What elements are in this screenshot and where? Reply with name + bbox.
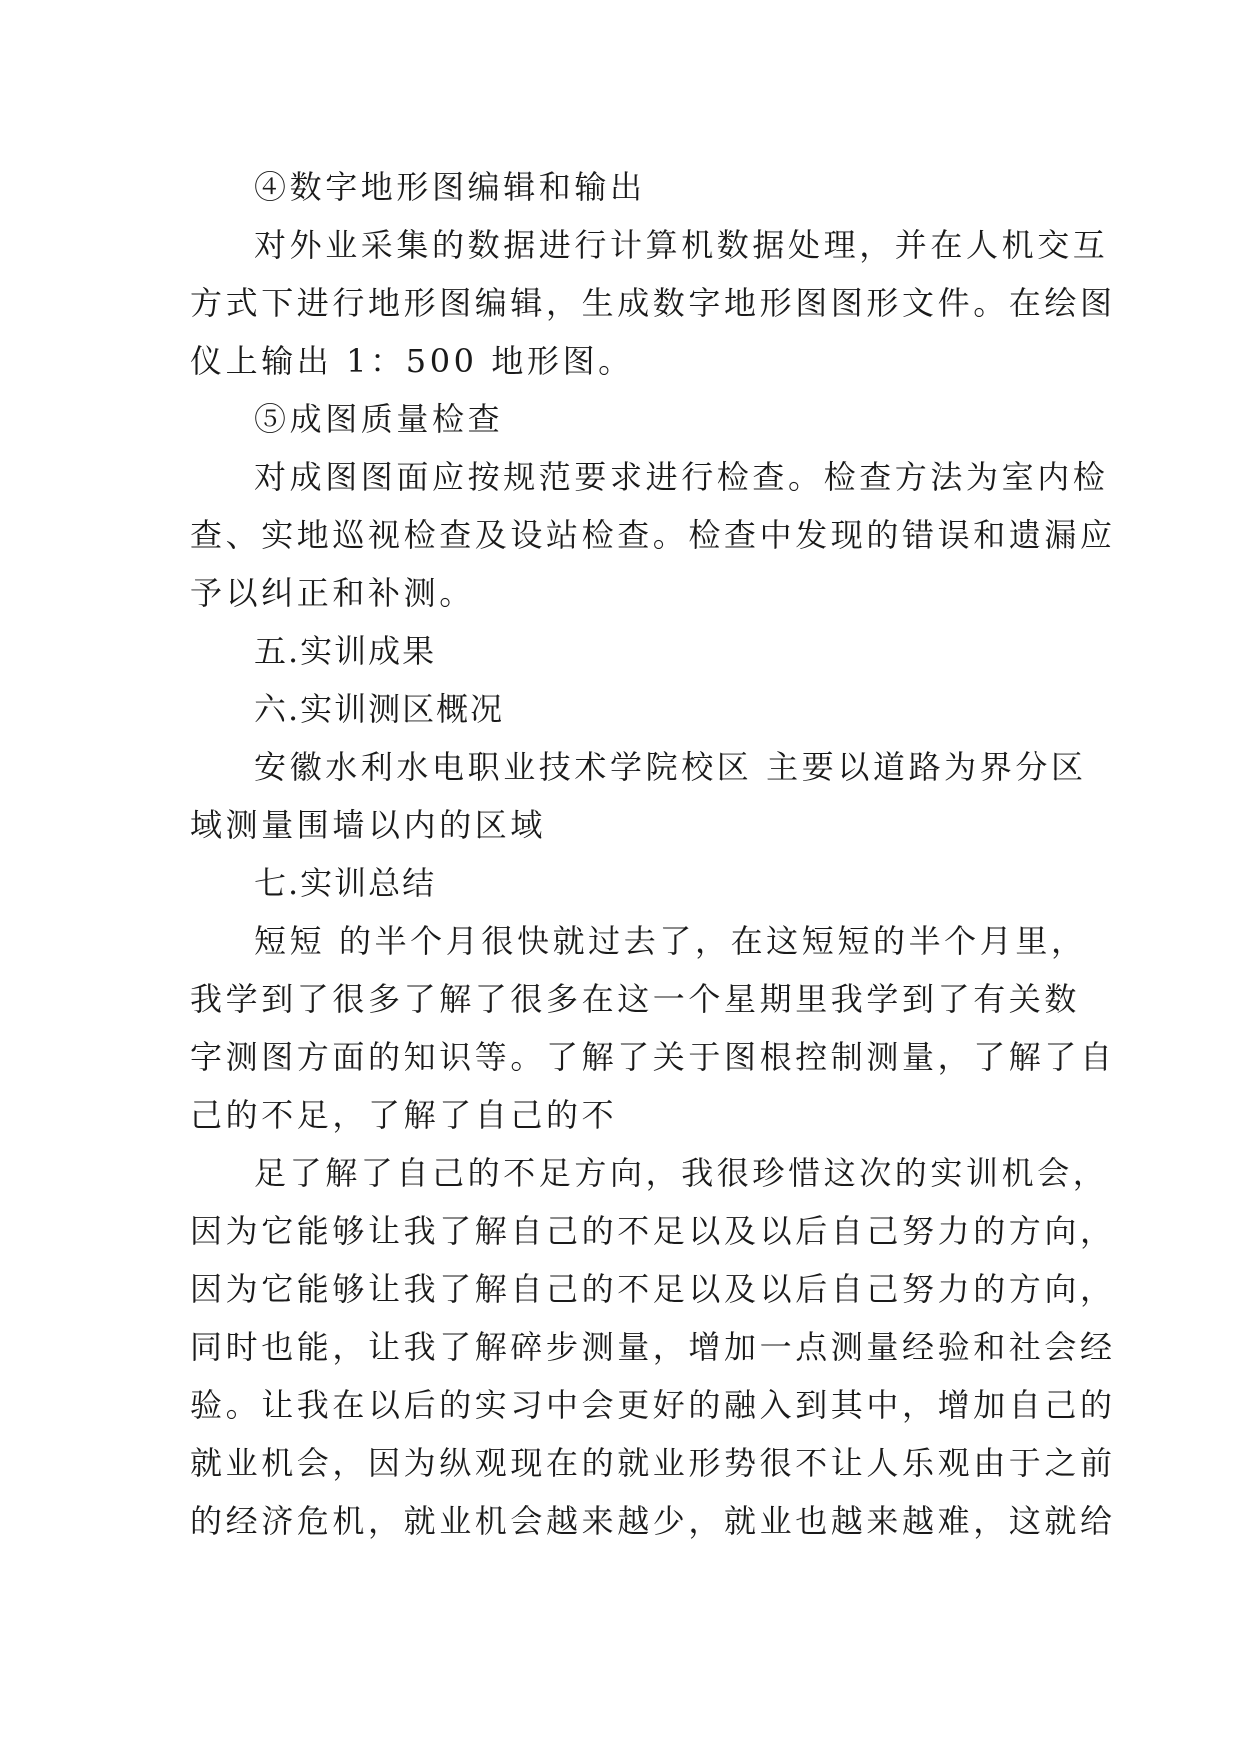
paragraph-line: 因为它能够让我了解自己的不足以及以后自己努力的方向，	[190, 1270, 1116, 1308]
section-heading-results: 五.实训成果	[254, 632, 437, 670]
paragraph-line: 对外业采集的数据进行计算机数据处理，并在人机交互	[254, 226, 1109, 264]
paragraph-line: 对成图图面应按规范要求进行检查。检查方法为室内检	[254, 458, 1109, 496]
document-body	[190, 158, 1116, 1550]
paragraph-line: 方式下进行地形图编辑，生成数字地形图图形文件。在绘图	[190, 284, 1116, 322]
paragraph-line: 短短 的半个月很快就过去了，在这短短的半个月里，	[254, 922, 1087, 960]
paragraph-line: 予以纠正和补测。	[190, 574, 475, 612]
paragraph-line: 字测图方面的知识等。了解了关于图根控制测量，了解了自	[190, 1038, 1116, 1076]
paragraph-line: 同时也能，让我了解碎步测量，增加一点测量经验和社会经	[190, 1328, 1116, 1366]
section-heading-summary: 七.实训总结	[254, 864, 437, 902]
paragraph-line: 安徽水利水电职业技术学院校区 主要以道路为界分区	[254, 748, 1087, 786]
paragraph-line: 域测量围墙以内的区域	[190, 806, 547, 844]
section-heading-survey-area: 六.实训测区概况	[254, 690, 505, 728]
paragraph-line: 我学到了很多了解了很多在这一个星期里我学到了有关数	[190, 980, 1081, 1018]
paragraph-line: 仪上输出 1：500 地形图。	[190, 342, 634, 380]
paragraph-line: 足了解了自己的不足方向，我很珍惜这次的实训机会，	[254, 1154, 1109, 1192]
paragraph-line: 因为它能够让我了解自己的不足以及以后自己努力的方向，	[190, 1212, 1116, 1250]
paragraph-line: 验。让我在以后的实习中会更好的融入到其中，增加自己的	[190, 1386, 1116, 1424]
heading-digital-map-editing: ④数字地形图编辑和输出	[254, 168, 646, 206]
paragraph-line: 查、实地巡视检查及设站检查。检查中发现的错误和遗漏应	[190, 516, 1116, 554]
paragraph-line: 就业机会，因为纵观现在的就业形势很不让人乐观由于之前	[190, 1444, 1116, 1482]
paragraph-line: 的经济危机，就业机会越来越少，就业也越来越难，这就给	[190, 1502, 1116, 1540]
heading-quality-check: ⑤成图质量检查	[254, 400, 504, 438]
paragraph-line: 己的不足，了解了自己的不	[190, 1096, 618, 1134]
